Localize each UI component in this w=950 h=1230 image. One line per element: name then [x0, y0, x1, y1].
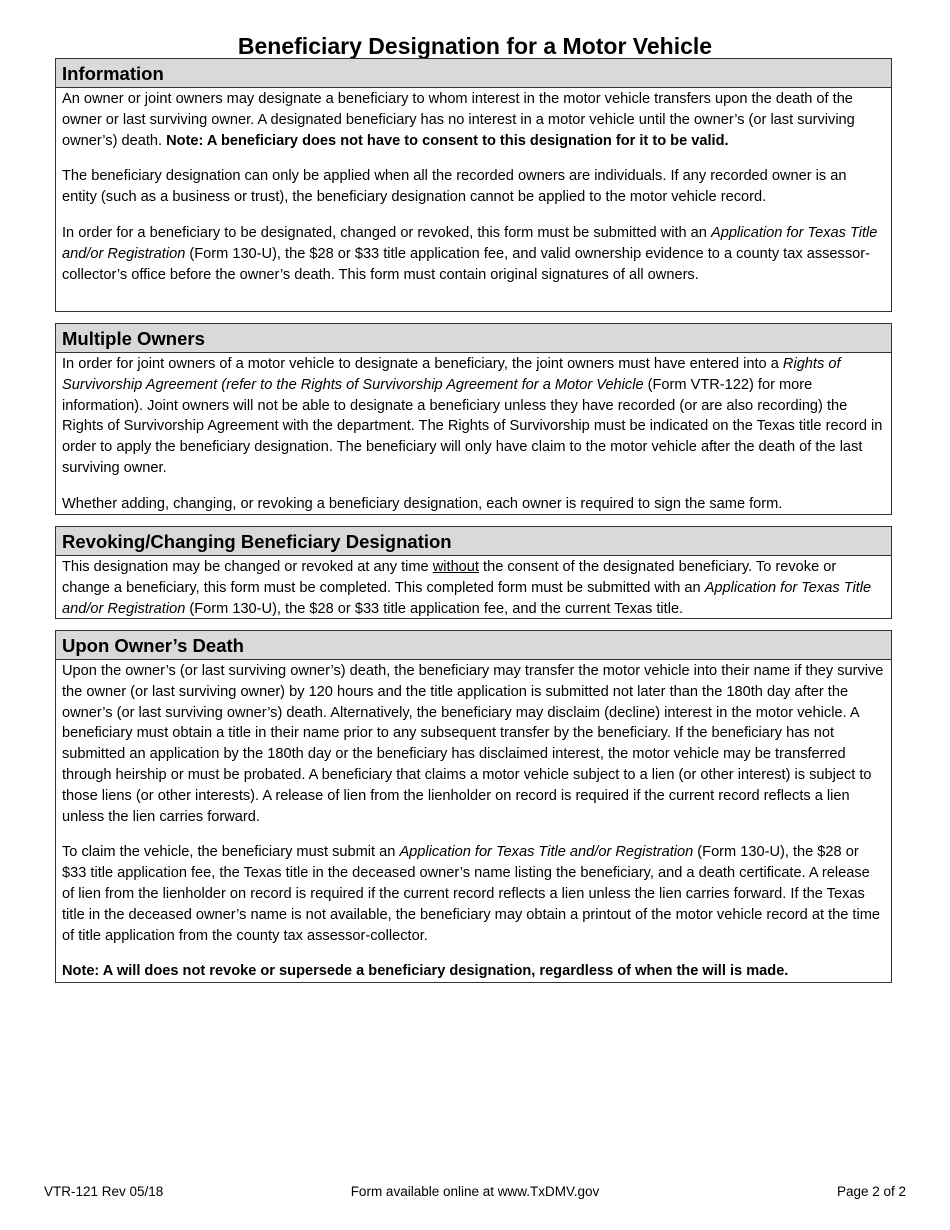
multiple-owners-text: (Form VTR-122) for more information). Joint owners will not be able to designate a beneficiary unless they have recorded (or are also recording) the Rights of Survivorship Agreement with the department. The Rights of Survivorship must be indicated on the Texas title record in order to apply the beneficiary designation. The beneficiary will only have claim to the motor vehicle after the death of the last surviving owner. — [62, 376, 883, 476]
form-number: VTR-121 Rev 05/18 — [44, 1184, 164, 1199]
consent-note: Note: A beneficiary does not have to consent to this designation for it to be valid. — [166, 132, 729, 149]
revoking-paragraph — [62, 557, 885, 619]
revoking-section — [55, 526, 892, 619]
without-emphasis: without — [432, 559, 479, 575]
agreement-reference: Rights of Survivorship Agreement (refer to the Rights of Survivorship Agreement for a Motor Vehicle — [62, 356, 841, 393]
owners-death-heading: Upon Owner’s Death — [56, 631, 891, 660]
multiple-owners-section — [55, 323, 892, 515]
multiple-owners-text: In order for joint owners of a motor vehicle to designate a beneficiary, the joint owners must have entered into a — [62, 356, 783, 372]
revoking-text: (Form 130-U), the $28 or $33 title application fee, and the current Texas title. — [185, 600, 684, 617]
revoking-text: the consent of the designated beneficiary. To revoke or change a beneficiary, this form must be completed. This completed form must be submitted with an — [62, 559, 837, 596]
revoking-text: This designation may be changed or revoked at any time — [62, 559, 433, 575]
multiple-owners-paragraph-2: Whether adding, changing, or revoking a beneficiary designation, each owner is required to sign the same form. — [62, 495, 783, 512]
form-reference: Application for Texas Title and/or Registration — [62, 224, 878, 262]
revoking-body — [56, 556, 891, 619]
owners-death-paragraph-1: Upon the owner’s (or last surviving owner’s) death, the beneficiary may transfer the motor vehicle into their name if they survive the owner (or last surviving owner) by 120 hours and the title application is submitted not later than the 180th day after the owner’s (or last surviving owner’s) death. Alternatively, the beneficiary may disclaim (decline) interest in the motor vehicle. A beneficiary must obtain a title in their name prior to any subsequent transfer by the beneficiary. If the beneficiary has not submitted an application by the 180th day or the beneficiary has disclaimed interest, the motor vehicle may be transferred through heirship or must be probated. A beneficiary that claims a motor vehicle subject to a lien (or other interest) is subject to those liens (or other interests). A release of lien from the lienholder on record is required if the current record reflects a lien unless the lien carries forward. — [62, 663, 884, 825]
information-paragraph-3 — [62, 223, 885, 285]
information-paragraph-1 — [62, 89, 885, 151]
will-note: Note: A will does not revoke or supersede a beneficiary designation, regardless of when the will is made. — [62, 963, 789, 980]
multiple-owners-heading: Multiple Owners — [56, 324, 891, 353]
information-text: (Form 130-U), the $28 or $33 title application fee, and valid ownership evidence to a county tax assessor-collector’s office before the owner’s death. This form must contain original signatures of all owners. — [62, 245, 870, 283]
information-text: In order for a beneficiary to be designated, changed or revoked, this form must be submitted with an — [62, 224, 711, 241]
owners-death-paragraph-2 — [62, 842, 885, 946]
information-body — [56, 88, 891, 285]
owners-death-section — [55, 630, 892, 983]
multiple-owners-paragraph-1 — [62, 354, 885, 479]
multiple-owners-body — [56, 353, 891, 515]
form-reference: Application for Texas Title and/or Registration — [399, 844, 694, 861]
information-text: An owner or joint owners may designate a beneficiary to whom interest in the motor vehicle transfers upon the death of the owner or last surviving owner. A designated beneficiary has no interest in a motor vehicle until the owner’s (or last surviving owner’s) death. — [62, 91, 855, 149]
owners-death-body — [56, 660, 891, 982]
owners-death-text: To claim the vehicle, the beneficiary must submit an — [62, 844, 400, 861]
information-heading: Information — [56, 59, 891, 88]
revoking-heading: Revoking/Changing Beneficiary Designation — [56, 527, 891, 556]
website-note: Form available online at www.TxDMV.gov — [350, 1184, 600, 1199]
page-title: Beneficiary Designation for a Motor Vehicle — [237, 33, 713, 59]
owners-death-text: (Form 130-U), the $28 or $33 title application fee, the Texas title in the deceased owner’s name listing the beneficiary, and a death certificate. A release of lien from the lienholder on record is required if the current record reflects a lien unless the lien carries forward. If the Texas title in the deceased owner’s name is not available, the beneficiary may obtain a printout of the motor vehicle record at the time of title application from the county tax assessor-collector. — [62, 844, 880, 944]
page-number: Page 2 of 2 — [836, 1184, 906, 1199]
information-section — [55, 58, 892, 312]
information-paragraph-2: The beneficiary designation can only be applied when all the recorded owners are individuals. If any recorded owner is an entity (such as a business or trust), the beneficiary designation cannot be applied to the motor vehicle record. — [62, 168, 847, 206]
form-reference: Application for Texas Title and/or Registration — [62, 579, 872, 617]
